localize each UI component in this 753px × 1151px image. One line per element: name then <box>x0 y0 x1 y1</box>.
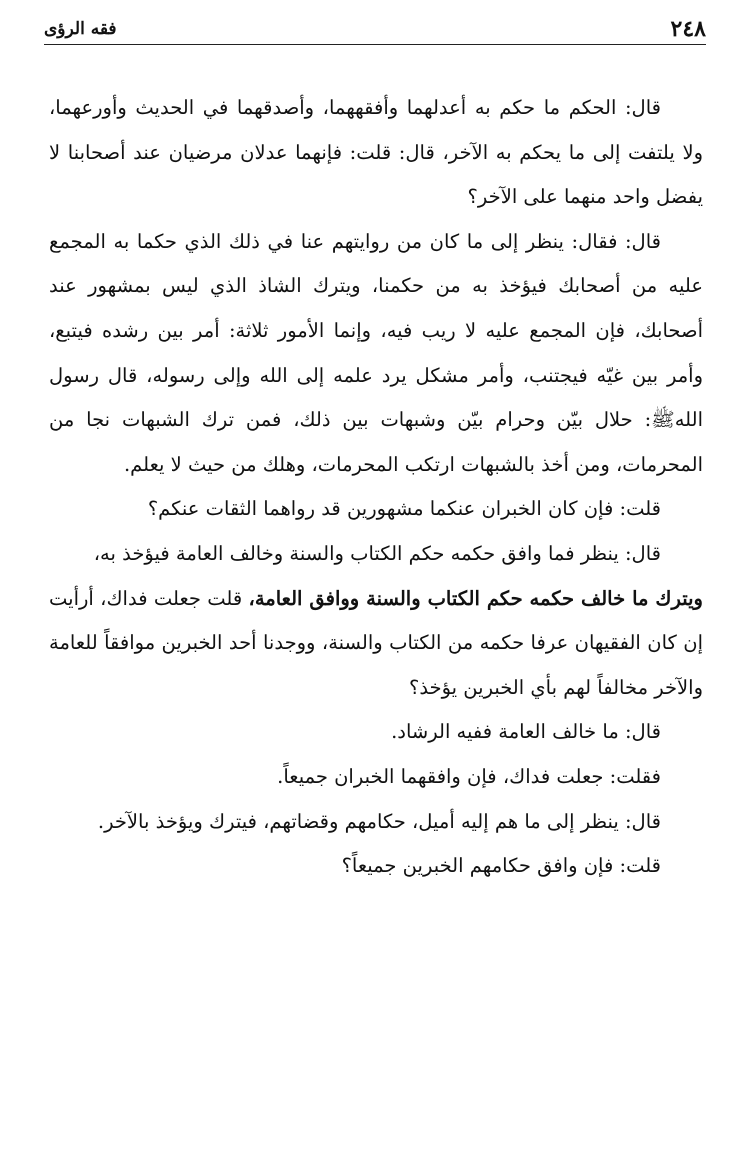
page-number: ٢٤٨ <box>670 16 706 42</box>
paragraph-9: قلت: فإن وافق حكامهم الخبرين جميعاً؟ <box>341 854 661 878</box>
paragraph-6: قال: ما خالف العامة ففيه الرشاد. <box>391 720 661 744</box>
paragraph-7: فقلت: جعلت فداك، فإن وافقهما الخبران جميعاً. <box>277 764 661 788</box>
bold-phrase: ويترك ما خالف حكمه حكم الكتاب والسنة ووافق العامة، <box>248 586 703 610</box>
running-title: فقه الرؤى <box>44 19 117 39</box>
page-header <box>44 14 706 45</box>
paragraph-4: قال: ينظر فما وافق حكمه حكم الكتاب والسنة وخالف العامة فيؤخذ به، <box>93 541 661 565</box>
paragraph-2: قال: فقال: ينظر إلى ما كان من روايتهم عنا في ذلك الذي حكما به المجمع عليه من أصحابك فيؤخذ به من حكمنا، ويترك الشاذ الذي ليس بمشهور عند أصحابك، فإن المجمع عليه لا ريب فيه، وإنما الأمور ثلاثة: أمر بين رشده فيتبع، وأمر بين غيّه فيجتنب، وأمر مشكل يرد علمه إلى الله وإلى رسوله، قال رسول اللهﷺ: حلال بيّن وحرام بيّن وشبهات بين ذلك، فمن ترك الشبهات نجا من المحرمات، ومن أخذ بالشبهات ارتكب المحرمات، وهلك من حيث لا يعلم. <box>49 229 703 476</box>
body-text <box>49 86 703 889</box>
paragraph-3: قلت: فإن كان الخبران عنكما مشهورين قد رواهما الثقات عنكم؟ <box>147 497 661 521</box>
paragraph-5-continuation: قلت جعلت فداك، أرأيت إن كان الفقيهان عرفا حكمه من الكتاب والسنة، ووجدنا أحد الخبرين موافقاً للعامة والآخر مخالفاً لهم بأي الخبرين يؤخذ؟ <box>49 586 703 699</box>
paragraph-1: قال: الحكم ما حكم به أعدلهما وأفقههما، وأصدقهما في الحديث وأورعهما، ولا يلتفت إلى ما يحكم به الآخر، قال: قلت: فإنهما عدلان مرضيان عند أصحابنا لا يفضل واحد منهما على الآخر؟ <box>49 96 703 209</box>
paragraph-5 <box>49 577 703 711</box>
paragraph-8: قال: ينظر إلى ما هم إليه أميل، حكامهم وقضاتهم، فيترك ويؤخذ بالآخر. <box>97 809 661 833</box>
